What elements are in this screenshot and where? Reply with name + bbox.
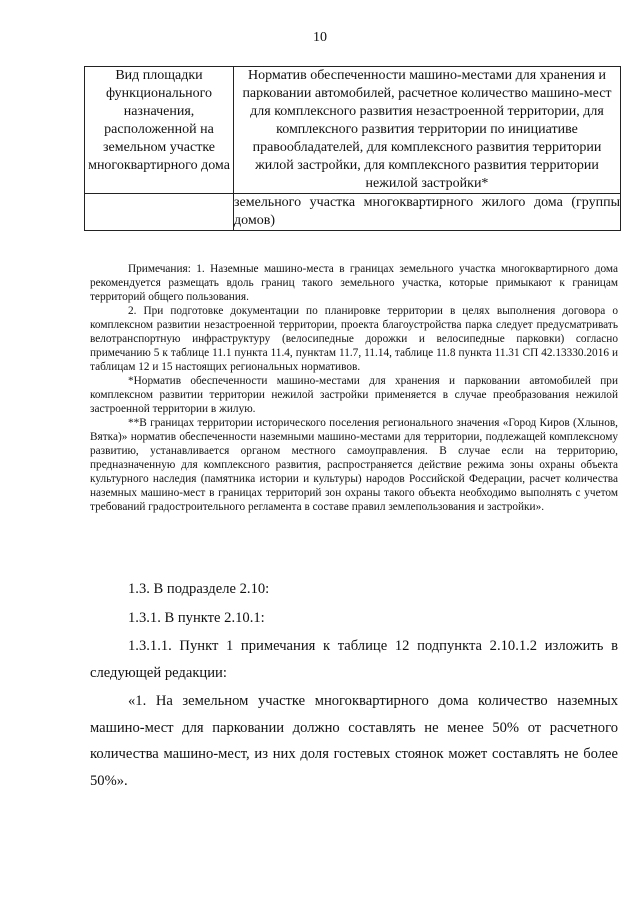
table-row (85, 194, 621, 231)
table-header-col1: Вид площадки функционального назначения, расположенной на земельном участке многоквартирного дома (85, 67, 234, 194)
table-header-row (85, 67, 621, 194)
note-double-star: **В границах территории исторического поселения регионального значения «Город Киров (Хлынов, Вятка)» норматив обеспеченности наземными машино-местами для территории, подлежащей комплексному развитию, устанавливается органом местного самоуправления. В случае если на территорию, предназначенную для комплексного развития, распространяется действие режима зоны охраны объекта культурного наследия (памятника истории и культуры) народов Российской Федерации, расчет количества наземных машино-мест в границах территорий зон охраны такого объекта необходимо выполнять с учетом требований градостроительного регламента в составе правил землепользования и застройки». (90, 417, 618, 513)
norm-table (84, 66, 621, 231)
paragraph-1-3-1-1: 1.3.1.1. Пункт 1 примечания к таблице 12 подпункта 2.10.1.2 изложить в следующей редакции: (90, 638, 618, 681)
table-header-col2: Норматив обеспеченности машино-местами для хранения и парковании автомобилей, расчетное количество машино-мест для комплексного развития незастроенной территории, для комплексного развития территории по инициативе правообладателей, для комплексного развития территории жилой застройки, для комплексного развития территории нежилой застройки* (234, 67, 621, 194)
note-1: Примечания: 1. Наземные машино-места в границах земельного участка многоквартирного дома рекомендуется размещать вдоль границ такого земельного участка, которые примыкают к границам территорий общего пользования. (90, 263, 618, 303)
table-cell-empty (85, 194, 234, 231)
note-star: *Норматив обеспеченности машино-местами для хранения и парковании автомобилей при комплексном развитии территории нежилой застройки применяется в случае преобразования нежилой застроенной территории в жилую. (90, 375, 618, 415)
page-number: 10 (313, 30, 327, 45)
table-cell-continuation: земельного участка многоквартирного жилого дома (группы домов) (234, 194, 621, 231)
paragraph-1-3-1: 1.3.1. В пункте 2.10.1: (128, 609, 265, 626)
amendment-text (90, 576, 618, 796)
quoted-new-wording: «1. На земельном участке многоквартирного дома количество наземных машино-мест для парковании должно составлять не менее 50% от расчетного количества машино-мест, из них доля гостевых стоянок может составлять не более 50%». (90, 693, 618, 789)
paragraph-1-3: 1.3. В подразделе 2.10: (128, 581, 270, 597)
notes-block (90, 262, 618, 514)
note-2: 2. При подготовке документации по планировке территории в целях выполнения договора о комплексном развитии незастроенной территории, проекта благоустройства парка следует предусматривать велотранспортную инфраструктуру (велосипедные дорожки и велосипедные парковки) согласно примечанию 5 к таблице 11.1 пункта 11.4, пунктам 11.7, 11.14, таблице 11.8 пункта 11.31 СП 42.13330.2016 и таблицам 12 и 15 настоящих региональных нормативов. (90, 305, 618, 373)
